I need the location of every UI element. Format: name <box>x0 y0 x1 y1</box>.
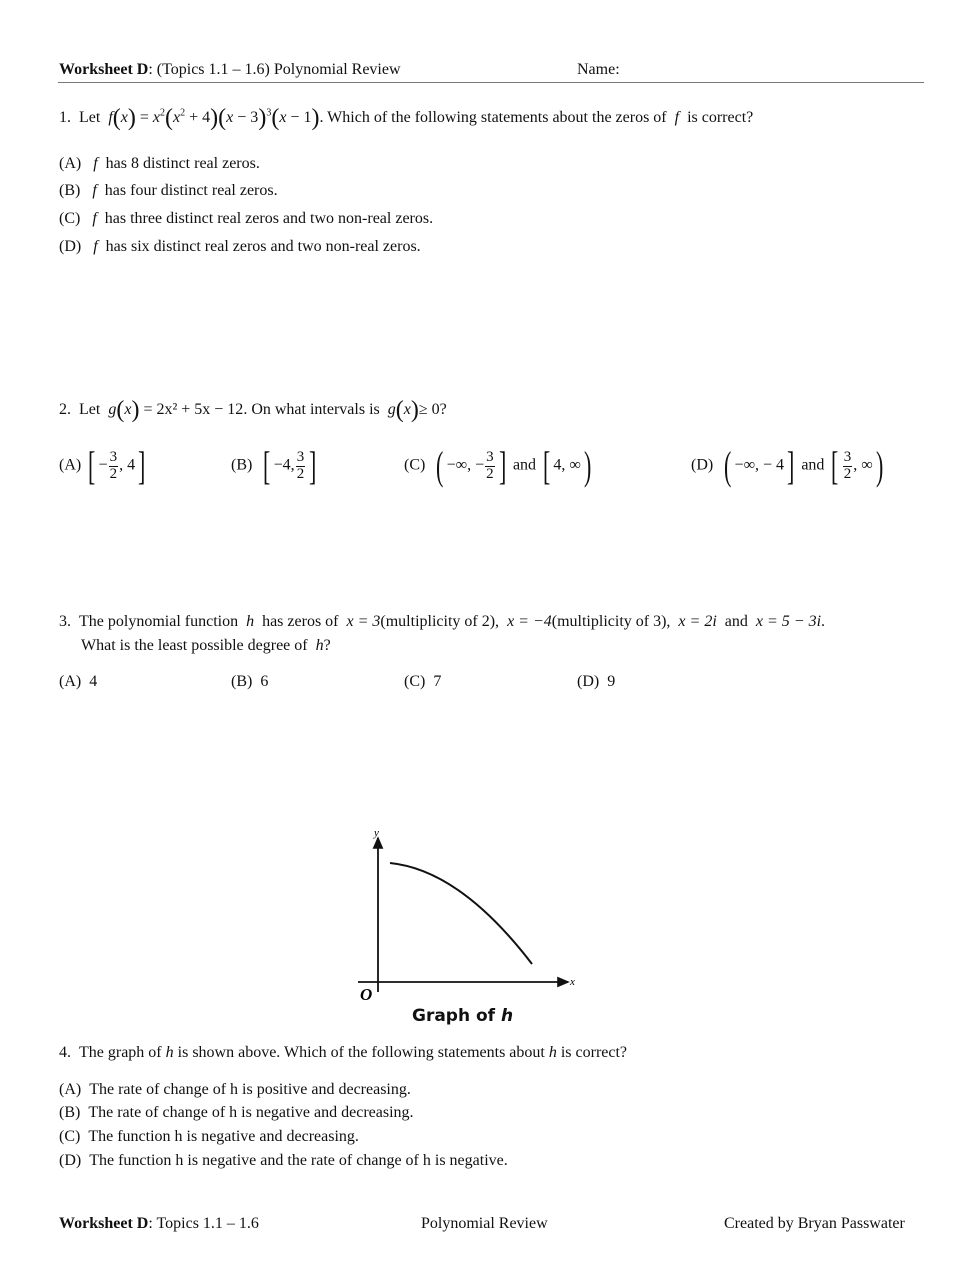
q4-choice-b[interactable]: (B) The rate of change of h is negative and decreasing. <box>59 1104 414 1121</box>
origin-label: O <box>360 985 373 1004</box>
footer-center: Polynomial Review <box>421 1215 548 1232</box>
curve-h <box>390 863 532 964</box>
q3-choice-b[interactable]: (B) 6 <box>231 673 269 690</box>
name-label: Name: <box>577 61 620 78</box>
q1-choice-b[interactable]: (B) f has four distinct real zeros. <box>59 182 278 199</box>
graph-of-h <box>350 822 590 1007</box>
q1-choice-d[interactable]: (D) f has six distinct real zeros and two non-real zeros. <box>59 238 421 255</box>
q1-prompt: 1. Let $f(x) = x^2(x^2 + 4)(x - 3)^3(x - 1)$. Which of the following statements about the zeros of f is correct? <box>59 105 754 131</box>
q4-choice-d[interactable]: (D) The function h is negative and the rate of change of h is negative. <box>59 1152 508 1169</box>
q2-choice-d[interactable]: (D) ( −∞, − 4] and [ $\frac{3}{2}$ , ∞) <box>691 443 884 488</box>
q3-choice-a[interactable]: (A) 4 <box>59 673 98 690</box>
header-rule <box>58 82 924 83</box>
footer-right: Created by Bryan Passwater <box>724 1215 905 1232</box>
graph-caption: Graph of h <box>412 1006 514 1026</box>
q4-choice-c[interactable]: (C) The function h is negative and decreasing. <box>59 1128 359 1145</box>
y-axis-label: y <box>374 827 379 839</box>
q2-choice-b[interactable]: (B) [ −4, $\frac{3}{2}$ ] <box>231 443 317 488</box>
worksheet-title: Worksheet D: (Topics 1.1 – 1.6) Polynomial Review <box>59 61 401 78</box>
q1-choice-c[interactable]: (C) f has three distinct real zeros and two non-real zeros. <box>59 210 434 227</box>
q3-prompt-line1: 3. The polynomial function h has zeros of x = 3(multiplicity of 2), x = −4(multiplicity of 3), x = 2i and x = 5 − 3i. <box>59 613 826 630</box>
footer-left: Worksheet D: Topics 1.1 – 1.6 <box>59 1215 259 1232</box>
q2-choice-a[interactable]: (A) [ − $\frac{3}{2}$ , 4] <box>59 443 146 488</box>
q3-choice-c[interactable]: (C) 7 <box>404 673 442 690</box>
q2-prompt: 2. Let g(x) = 2x² + 5x − 12. On what intervals is g(x)≥ 0? <box>59 397 447 423</box>
q2-choice-c[interactable]: (C) ( −∞, − $\frac{3}{2}$ ] and [ 4, ∞) <box>404 443 592 488</box>
q1-choice-a[interactable]: (A) f has 8 distinct real zeros. <box>59 155 260 172</box>
q3-prompt-line2: What is the least possible degree of h? <box>81 637 331 654</box>
x-axis-label: x <box>570 976 575 988</box>
q4-prompt: 4. The graph of h is shown above. Which of the following statements about h is correct? <box>59 1044 628 1061</box>
q3-choice-d[interactable]: (D) 9 <box>577 673 616 690</box>
q4-choice-a[interactable]: (A) The rate of change of h is positive and decreasing. <box>59 1081 411 1098</box>
